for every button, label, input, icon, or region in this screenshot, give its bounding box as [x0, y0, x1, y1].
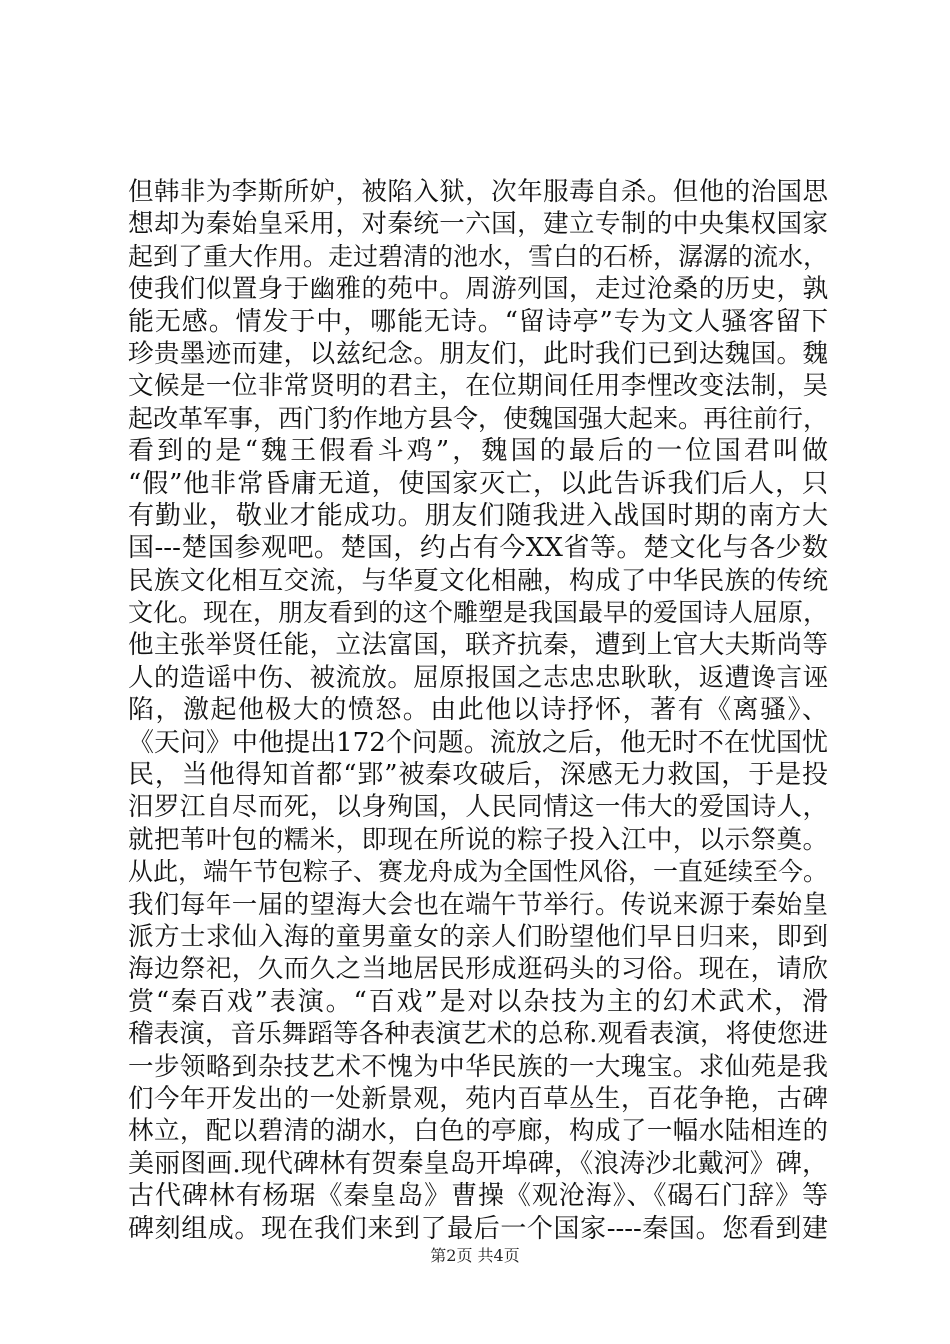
text-line: 美丽图画.现代碑林有贺秦皇岛开埠碑，《浪涛沙北戴河》碑， [128, 1148, 828, 1179]
text-line: 林立，配以碧清的湖水，白色的亭廊，构成了一幅水陆相连的 [128, 1116, 828, 1147]
text-line: 稽表演，音乐舞蹈等各种表演艺术的总称.观看表演，将使您进 [128, 1019, 828, 1050]
text-line: 一步领略到杂技艺术不愧为中华民族的一大瑰宝。求仙苑是我 [128, 1051, 828, 1082]
text-line: 《天问》中他提出172个问题。流放之后，他无时不在忧国忧 [128, 727, 828, 758]
text-line: 我们每年一届的望海大会也在端午节举行。传说来源于秦始皇 [128, 889, 828, 920]
text-line: 赏“秦百戏”表演。“百戏”是对以杂技为主的幻术武术，滑 [128, 986, 828, 1017]
page-number-footer: 第2页 共4页 [430, 1246, 520, 1265]
text-line: 但韩非为李斯所妒，被陷入狱，次年服毒自杀。但他的治国思 [128, 177, 828, 207]
text-line: 汨罗江自尽而死，以身殉国，人民同情这一伟大的爱国诗人， [128, 792, 828, 823]
text-line: 从此，端午节包粽子、赛龙舟成为全国性风俗，一直延续至今。 [128, 857, 829, 887]
text-line: 起到了重大作用。走过碧清的池水，雪白的石桥，潺潺的流水， [128, 241, 829, 271]
text-line: 陷，激起他极大的愤怒。由此他以诗抒怀，著有《离骚》、 [128, 695, 828, 726]
text-line: 他主张举贤任能，立法富国，联齐抗秦，遭到上官大夫斯尚等 [128, 630, 828, 661]
text-line: 们今年开发出的一处新景观，苑内百草丛生，百花争艳，古碑 [128, 1083, 828, 1114]
text-line: 民，当他得知首都“郢”被秦攻破后，深感无力救国，于是投 [128, 760, 828, 791]
text-line: 文候是一位非常贤明的君主，在位期间任用李悝改变法制，吴 [128, 371, 828, 402]
text-line: 派方士求仙入海的童男童女的亲人们盼望他们早日归来，即到 [128, 921, 828, 952]
text-line: 就把苇叶包的糯米，即现在所说的粽子投入江中，以示祭奠。 [128, 824, 828, 855]
text-line: 想却为秦始皇采用，对秦统一六国，建立专制的中央集权国家 [128, 209, 828, 240]
text-line: 国---楚国参观吧。楚国，约占有今XX省等。楚文化与各少数 [128, 533, 828, 564]
text-line: 文化。现在，朋友看到的这个雕塑是我国最早的爱国诗人屈原， [128, 598, 829, 628]
text-line: 使我们似置身于幽雅的苑中。周游列国，走过沧桑的历史，孰 [128, 274, 828, 305]
text-line: “假”他非常昏庸无道，使国家灭亡，以此告诉我们后人，只 [128, 468, 828, 499]
document-body [128, 176, 828, 1245]
text-line: 海边祭祀，久而久之当地居民形成逛码头的习俗。现在，请欣 [128, 954, 828, 985]
text-line: 能无感。情发于中，哪能无诗。“留诗亭”专为文人骚客留下 [128, 306, 828, 337]
text-line: 碑刻组成。现在我们来到了最后一个国家----秦国。您看到建 [128, 1213, 828, 1244]
text-line: 有勤业，敬业才能成功。朋友们随我进入战国时期的南方大 [128, 500, 828, 531]
text-line: 民族文化相互交流，与华夏文化相融，构成了中华民族的传统 [128, 565, 828, 596]
text-line: 人的造谣中伤、被流放。屈原报国之志忠忠耿耿，返遭谗言诬 [128, 662, 828, 693]
text-line: 珍贵墨迹而建，以兹纪念。朋友们，此时我们已到达魏国。魏 [128, 338, 828, 369]
text-line: 看到的是“魏王假看斗鸡”，魏国的最后的一位国君叫做 [128, 436, 828, 467]
text-line: 起改革军事，西门豹作地方县令，使魏国强大起来。再往前行， [128, 403, 829, 433]
text-line: 古代碑林有杨琚《秦皇岛》曹操《观沧海》、《碣石门辞》等 [128, 1181, 828, 1212]
